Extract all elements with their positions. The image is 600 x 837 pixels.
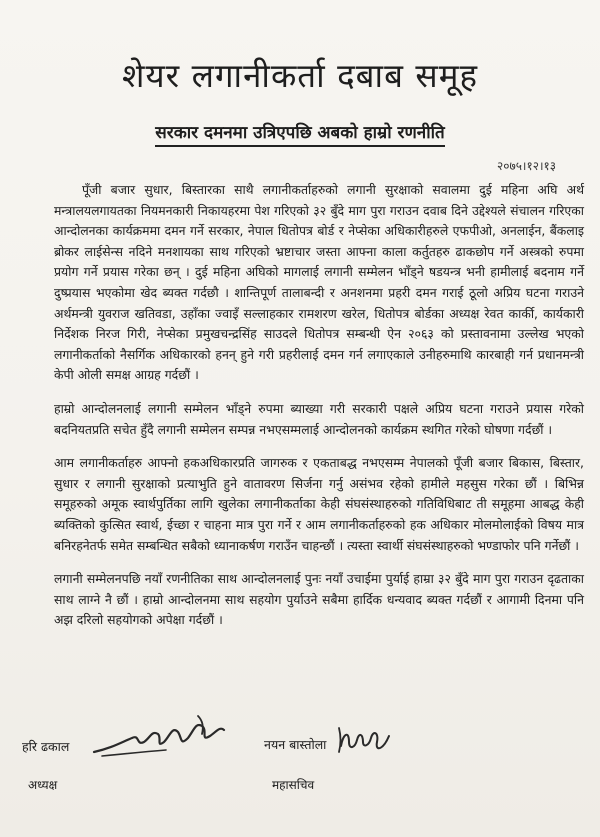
signature-1-image — [92, 712, 227, 764]
document-title: शेयर लगानीकर्ता दबाब समूह — [122, 56, 478, 95]
document-subtitle — [0, 120, 600, 143]
subtitle-text: सरकार दमनमा उत्रिएपछि अबको हाम्रो रणनीति — [155, 123, 444, 147]
paragraph-3: आम लगानीकर्ताहरु आफ्नो हकअधिकारप्रति जागरुक र एकताबद्ध नभएसम्म नेपालको पूँजी बजार बिकास, बिस्तार, सुधार र लगानी सुरक्षाको प्रत्याभुति हुने वातावरण सिर्जना गर्नु असंभव रहेको हामीले महसुस गरेका छौं । बिभिन्न समूहरुको अमूक स्वार्थपुर्तिका लागि खुलेका लगानीकर्ताका केही संघसंस्थाहरुको गतिविधिबाट ती समूहमा आबद्ध केही ब्यक्तिको कुत्सित स्वार्थ, ईच्छा र चाहना मात्र पुरा गर्ने र आम लगानीकर्ताहरुको हक अधिकार मोलमोलाईको विषय मात्र बनिरहनेतर्फ समेत सम्बन्धित सबैको ध्यानाकर्षण गराउँन चाहन्छौं । त्यस्ता स्वार्थी संघसंस्थाहरुको भण्डाफोर पनि गर्नेछौं । — [54, 455, 584, 553]
paragraph-1: पूँजी बजार सुधार, बिस्तारका साथै लगानीकर्ताहरुको लगानी सुरक्षाको सवालमा दुई महिना अघि अर्थ मन्त्रालयलगायतका नियमनकारी निकायहरमा पेश गरिएको ३२ बुँदे माग पुरा गराउन दवाब दिने उद्देश्यले संचालन गरिएका आन्दोलनका कार्यक्रममा दमन गर्ने सरकार, नेपाल धितोपत्र बोर्ड र नेप्सेका अधिकारीहरुले एफपीओ, अनलाईन, बैंकलाइ ब्रोकर लाईसेन्स नदिने मनशायका साथ गरिएको भ्रष्टाचार जस्ता आफ्ना काला कर्तुतहरु ढाकछोप गर्ने अस्त्रको रुपमा प्रयोग गर्ने प्रयास गरेका छन् । दुई महिना अघिको मागलाई लगानी सम्मेलन भाँड्ने षडयन्त्र भनी हामीलाई बदनाम गर्ने दुष्प्रयास भएकोमा खेद ब्यक्त गर्दछौ । शान्तिपूर्ण तालाबन्दी र अनशनमा प्रहरी दमन गराई ठूलो अप्रिय घटना गराउने अर्थमन्त्री युवराज खतिवडा, उहाँका ज्वाइँ सल्लाहकार रामशरण खरेल, धितोपत्र बोर्डका अध्यक्ष रेवत कार्की, कार्यकारी निर्देशक निरज गिरी, नेप्सेका प्रमुखचन्द्रसिंह साउदले धितोपत्र सम्बन्धी ऐन २०६३ को प्रस्तावनामा उल्लेख भएको लगानीकर्ताको नैसर्गिक अधिकारको हनन् हुने गरी प्रहरीलाई दमन गर्न लगाएकाले उनीहरुमाथि कारबाही गर्न प्रधानमन्त्री केपी ओली समक्ष आग्रह गर्दछौं । — [54, 182, 584, 383]
signatory-1-name: हरि ढकाल — [22, 739, 70, 754]
signature-2-image — [335, 722, 395, 758]
signatory-1-role: अध्यक्ष — [28, 778, 58, 792]
document-date: २०७५।१२।१३ — [496, 159, 556, 173]
signatory-2-role: महासचिव — [272, 778, 315, 792]
document-body — [54, 180, 584, 644]
signatory-2-name: नयन बास्तोला — [264, 737, 327, 752]
paragraph-2: हाम्रो आन्दोलनलाई लगानी सम्मेलन भाँड्ने रुपमा ब्याख्या गरी सरकारी पक्षले अप्रिय घटना गराउने प्रयास गरेको बदनियतप्रति सचेत हुँदै लगानी सम्मेलन सम्पन्न नभएसम्मलाई आन्दोलनको कार्यक्रम स्थगित गरेको घोषणा गर्दछौं । — [54, 400, 584, 437]
paragraph-4: लगानी सम्मेलनपछि नयाँ रणनीतिका साथ आन्दोलनलाई पुनः नयाँ उचाईमा पुर्याई हाम्रा ३२ बुँदे माग पुरा गराउन दृढताका साथ लाग्ने नै छौं । हाम्रो आन्दोलनमा साथ सहयोग पुर्याउने सबैमा हार्दिक धन्यवाद ब्यक्त गर्दछौं र आगामी दिनमा पनि अझ दरिलो सहयोगको अपेक्षा गर्दछौं । — [54, 571, 584, 628]
